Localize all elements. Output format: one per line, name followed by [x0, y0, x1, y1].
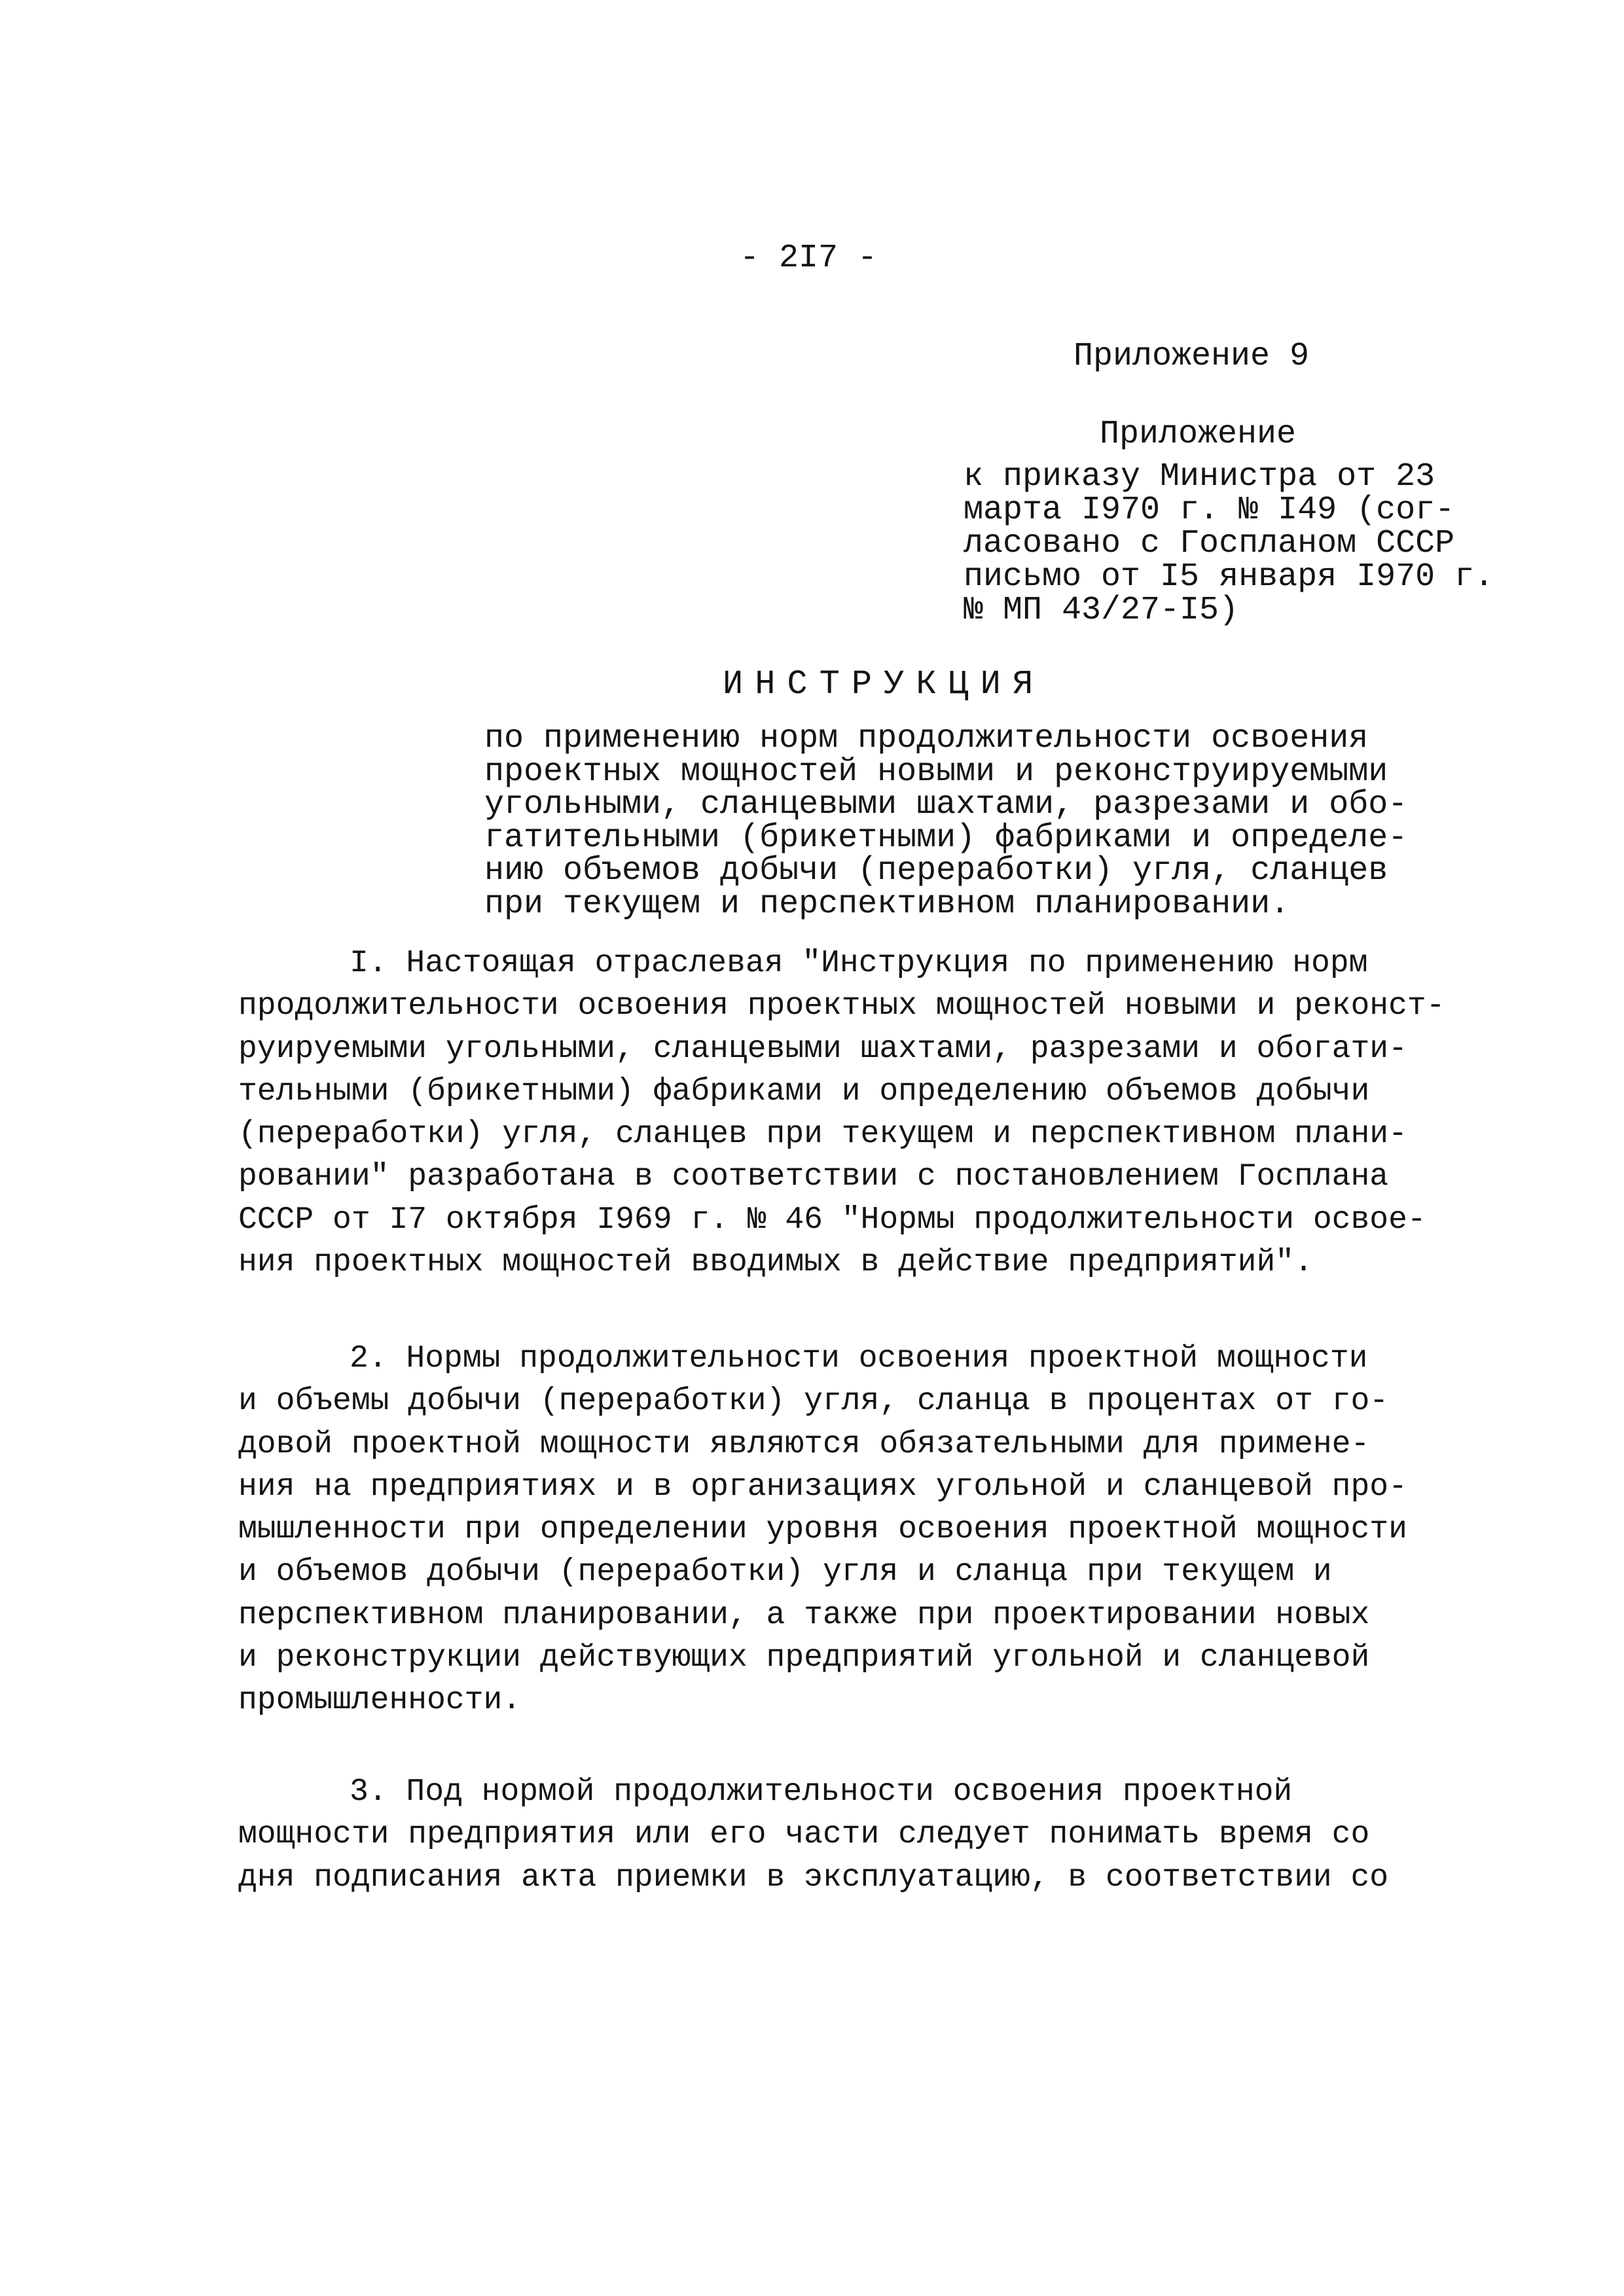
paragraph-2	[238, 1338, 1407, 1722]
subtitle-line: по применению норм продолжительности освоения	[484, 720, 1369, 757]
paragraph-line: продолжительности освоения проектных мощностей новыми и реконст-	[238, 988, 1445, 1024]
document-subtitle	[484, 720, 1408, 923]
paragraph-line: тельными (брикетными) фабриками и определению объемов добычи	[238, 1073, 1370, 1109]
subtitle-line: нию объемов добычи (переработки) угля, сланцев	[484, 852, 1388, 889]
subtitle-line: гатительными (брикетными) фабриками и определе-	[484, 819, 1408, 857]
paragraph-line: ровании" разработана в соответствии с постановлением Госплана	[238, 1159, 1389, 1195]
paragraph-line: СССР от I7 октября I969 г. № 46 "Нормы продолжительности освое-	[238, 1202, 1426, 1238]
paragraph-line: промышленности.	[238, 1683, 522, 1719]
paragraph-line: и объемов добычи (переработки) угля и сланца при текущем и	[238, 1554, 1332, 1590]
order-heading: Приложение	[1100, 416, 1297, 453]
order-line: № МП 43/27-I5)	[964, 592, 1239, 629]
paragraph-line: мощности предприятия или его части следует понимать время со	[238, 1817, 1370, 1853]
paragraph-line: ния на предприятиях и в организациях угольной и сланцевой про-	[238, 1469, 1407, 1505]
paragraph-line: и реконструкции действующих предприятий угольной и сланцевой	[238, 1640, 1370, 1676]
paragraph-line: 2. Нормы продолжительности освоения проектной мощности	[350, 1341, 1368, 1376]
paragraph-line: I. Настоящая отраслевая "Инструкция по применению норм	[350, 946, 1368, 981]
paragraph-line: (переработки) угля, сланцев при текущем и перспективном плани-	[238, 1117, 1407, 1153]
order-line: к приказу Министра от 23	[964, 458, 1435, 495]
document-title: ИНСТРУКЦИЯ	[723, 665, 1045, 704]
paragraph-line: перспективном планировании, а также при проектировании новых	[238, 1597, 1370, 1633]
subtitle-line: угольными, сланцевыми шахтами, разрезами и обо-	[484, 786, 1408, 823]
paragraph-line: руируемыми угольными, сланцевыми шахтами, разрезами и обогати-	[238, 1031, 1407, 1067]
paragraph-1	[238, 942, 1445, 1284]
paragraph-line: ния проектных мощностей вводимых в действие предприятий".	[238, 1244, 1313, 1280]
paragraph-line: дня подписания акта приемки в эксплуатацию, в соответствии со	[238, 1859, 1389, 1895]
order-line: марта I970 г. № I49 (сог-	[964, 492, 1455, 529]
paragraph-line: 3. Под нормой продолжительности освоения проектной	[350, 1774, 1293, 1810]
paragraph-line: и объемы добычи (переработки) угля, сланца в процентах от го-	[238, 1384, 1389, 1420]
paragraph-line: мышленности при определении уровня освоения проектной мощности	[238, 1512, 1407, 1548]
paragraph-line: довой проектной мощности являются обязательными для применe-	[238, 1426, 1370, 1462]
order-line: ласовано с Госпланом СССР	[964, 525, 1455, 562]
subtitle-line: проектных мощностей новыми и реконструируемыми	[484, 753, 1388, 791]
order-line: письмо от I5 января I970 г.	[964, 558, 1494, 596]
order-reference	[964, 418, 1494, 627]
paragraph-3	[238, 1771, 1388, 1899]
appendix-label: Приложение 9	[1074, 338, 1310, 375]
subtitle-line: при текущем и перспективном планировании.	[484, 885, 1290, 923]
page-number: - 2I7 -	[740, 240, 878, 277]
